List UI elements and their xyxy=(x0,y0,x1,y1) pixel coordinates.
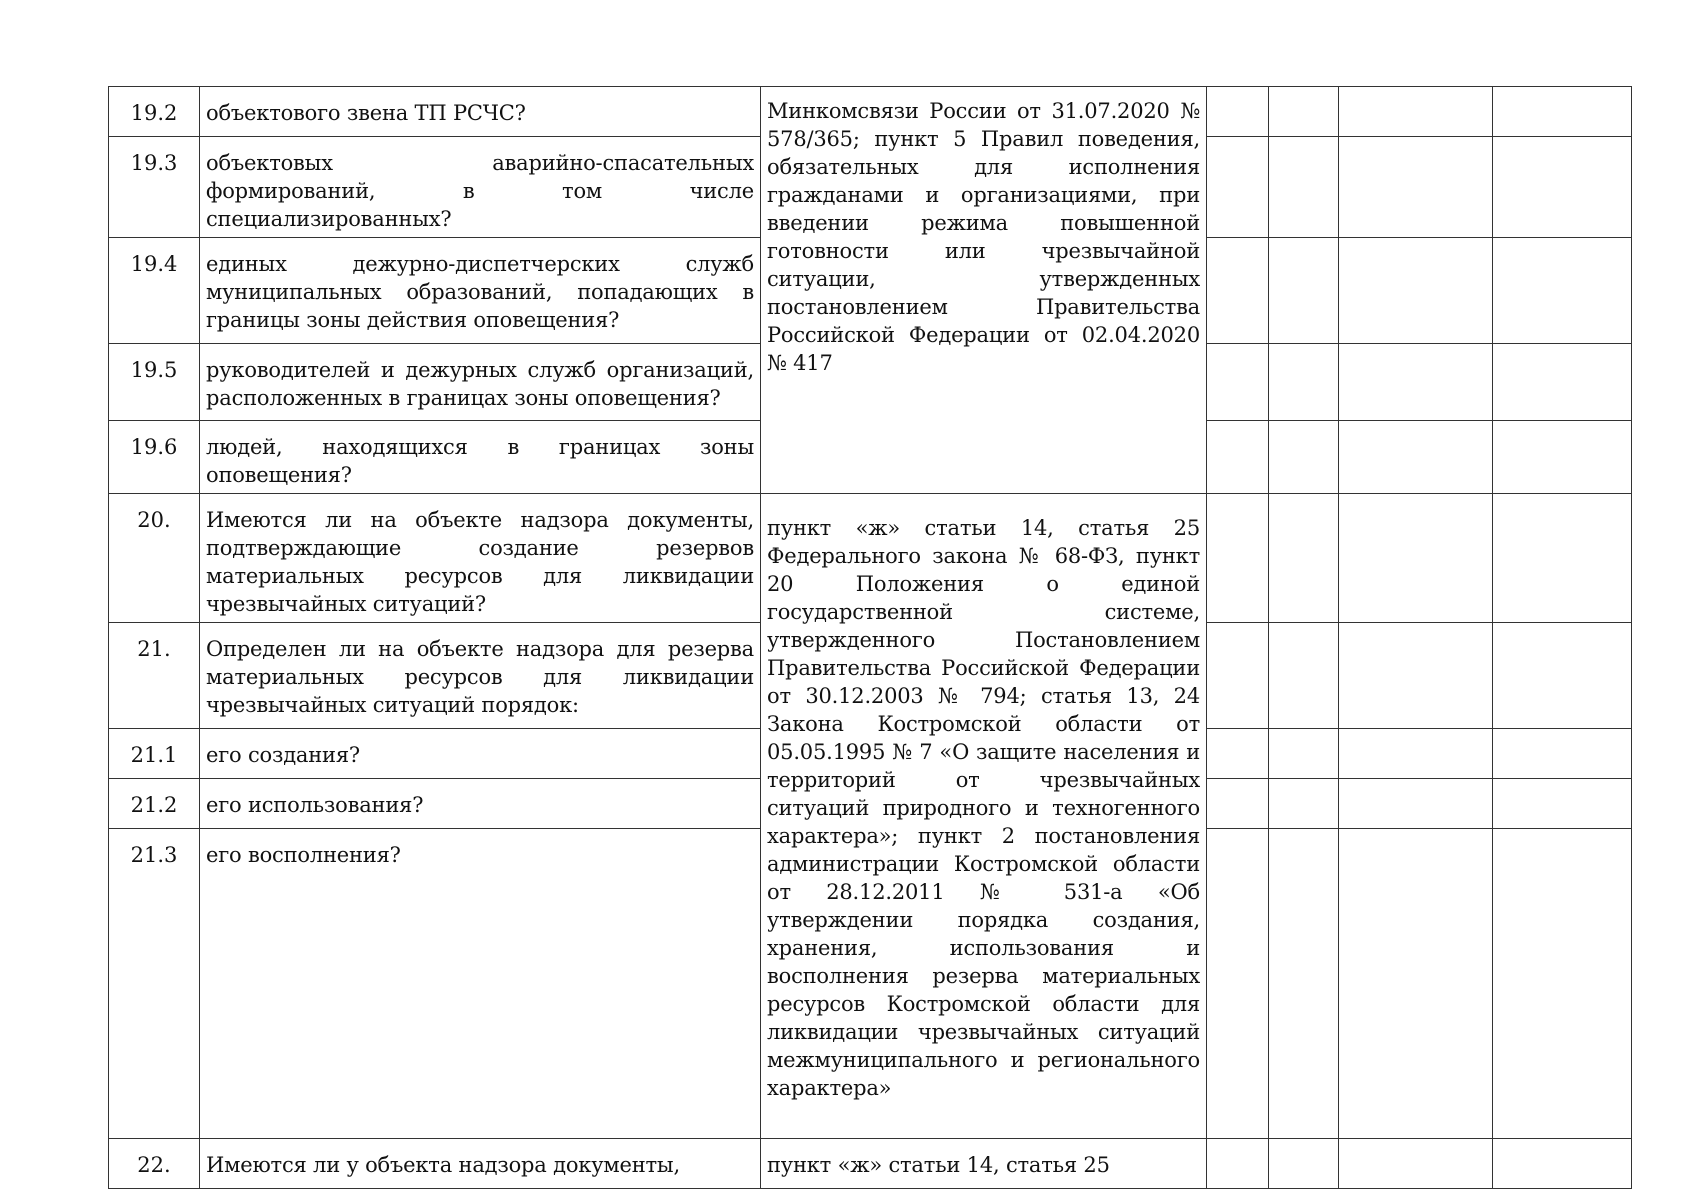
answer-no-cell[interactable] xyxy=(1269,779,1339,829)
note-cell[interactable] xyxy=(1493,238,1632,344)
note-cell[interactable] xyxy=(1493,494,1632,623)
answer-no-cell[interactable] xyxy=(1269,87,1339,137)
answer-not-applicable-cell[interactable] xyxy=(1339,623,1493,729)
question-text: его восполнения? xyxy=(200,829,761,1139)
legal-reference: пункт «ж» статьи 14, статья 25 xyxy=(761,1139,1207,1189)
answer-not-applicable-cell[interactable] xyxy=(1339,238,1493,344)
answer-no-cell[interactable] xyxy=(1269,494,1339,623)
row-number: 21.1 xyxy=(109,729,200,779)
answer-no-cell[interactable] xyxy=(1269,137,1339,238)
answer-yes-cell[interactable] xyxy=(1207,494,1269,623)
checklist-page xyxy=(108,86,1632,1189)
question-text: объектового звена ТП РСЧС? xyxy=(200,87,761,137)
table-row xyxy=(109,87,1632,137)
answer-yes-cell[interactable] xyxy=(1207,623,1269,729)
note-cell[interactable] xyxy=(1493,779,1632,829)
question-text: Имеются ли у объекта надзора документы, xyxy=(200,1139,761,1189)
answer-yes-cell[interactable] xyxy=(1207,779,1269,829)
row-number: 20. xyxy=(109,494,200,623)
note-cell[interactable] xyxy=(1493,829,1632,1139)
row-number: 19.2 xyxy=(109,87,200,137)
legal-reference: пункт «ж» статьи 14, статья 25 Федерального закона № 68-ФЗ, пункт 20 Положения о единой государственной системе, утвержденного Постановлением Правительства Российской Федерации от 30.12.2003 № 794; статья 13, 24 Закона Костромской области от 05.05.1995 № 7 «О защите населения и территорий от чрезвычайных ситуаций природного и техногенного характера»; пункт 2 постановления администрации Костромской области от 28.12.2011 № 531-а «Об утверждении порядка создания, хранения, использования и восполнения резерва материальных ресурсов Костромской области для ликвидации чрезвычайных ситуаций межмуниципального и регионального характера» xyxy=(761,494,1207,1139)
answer-yes-cell[interactable] xyxy=(1207,729,1269,779)
note-cell[interactable] xyxy=(1493,344,1632,421)
note-cell[interactable] xyxy=(1493,1139,1632,1189)
answer-no-cell[interactable] xyxy=(1269,421,1339,494)
answer-not-applicable-cell[interactable] xyxy=(1339,1139,1493,1189)
answer-not-applicable-cell[interactable] xyxy=(1339,829,1493,1139)
answer-not-applicable-cell[interactable] xyxy=(1339,344,1493,421)
note-cell[interactable] xyxy=(1493,137,1632,238)
answer-yes-cell[interactable] xyxy=(1207,421,1269,494)
answer-no-cell[interactable] xyxy=(1269,1139,1339,1189)
question-text: его использования? xyxy=(200,779,761,829)
question-text: его создания? xyxy=(200,729,761,779)
answer-no-cell[interactable] xyxy=(1269,729,1339,779)
answer-no-cell[interactable] xyxy=(1269,829,1339,1139)
answer-no-cell[interactable] xyxy=(1269,238,1339,344)
legal-reference: Минкомсвязи России от 31.07.2020 № 578/365; пункт 5 Правил поведения, обязательных для исполнения гражданами и организациями, при введении режима повышенной готовности или чрезвычайной ситуации, утвержденных постановлением Правительства Российской Федерации от 02.04.2020 № 417 xyxy=(761,87,1207,494)
question-text: людей, находящихся в границах зоны оповещения? xyxy=(200,421,761,494)
answer-yes-cell[interactable] xyxy=(1207,344,1269,421)
row-number: 21.3 xyxy=(109,829,200,1139)
question-text: Имеются ли на объекте надзора документы, подтверждающие создание резервов материальных ресурсов для ликвидации чрезвычайных ситуаций? xyxy=(200,494,761,623)
row-number: 19.5 xyxy=(109,344,200,421)
answer-yes-cell[interactable] xyxy=(1207,238,1269,344)
row-number: 21.2 xyxy=(109,779,200,829)
row-number: 21. xyxy=(109,623,200,729)
note-cell[interactable] xyxy=(1493,87,1632,137)
answer-not-applicable-cell[interactable] xyxy=(1339,729,1493,779)
answer-not-applicable-cell[interactable] xyxy=(1339,87,1493,137)
note-cell[interactable] xyxy=(1493,421,1632,494)
row-number: 19.6 xyxy=(109,421,200,494)
answer-no-cell[interactable] xyxy=(1269,344,1339,421)
answer-no-cell[interactable] xyxy=(1269,623,1339,729)
answer-not-applicable-cell[interactable] xyxy=(1339,421,1493,494)
row-number: 19.4 xyxy=(109,238,200,344)
answer-yes-cell[interactable] xyxy=(1207,829,1269,1139)
question-text: Определен ли на объекте надзора для резерва материальных ресурсов для ликвидации чрезвычайных ситуаций порядок: xyxy=(200,623,761,729)
answer-not-applicable-cell[interactable] xyxy=(1339,137,1493,238)
answer-yes-cell[interactable] xyxy=(1207,137,1269,238)
answer-yes-cell[interactable] xyxy=(1207,1139,1269,1189)
question-text: единых дежурно-диспетчерских служб муниципальных образований, попадающих в границы зоны действия оповещения? xyxy=(200,238,761,344)
answer-not-applicable-cell[interactable] xyxy=(1339,494,1493,623)
note-cell[interactable] xyxy=(1493,729,1632,779)
question-text: руководителей и дежурных служб организаций, расположенных в границах зоны оповещения? xyxy=(200,344,761,421)
row-number: 22. xyxy=(109,1139,200,1189)
table-row xyxy=(109,1139,1632,1189)
question-text: объектовых аварийно-спасательных формирований, в том числе специализированных? xyxy=(200,137,761,238)
answer-not-applicable-cell[interactable] xyxy=(1339,779,1493,829)
checklist-table xyxy=(108,86,1632,1189)
answer-yes-cell[interactable] xyxy=(1207,87,1269,137)
table-row xyxy=(109,494,1632,623)
note-cell[interactable] xyxy=(1493,623,1632,729)
row-number: 19.3 xyxy=(109,137,200,238)
